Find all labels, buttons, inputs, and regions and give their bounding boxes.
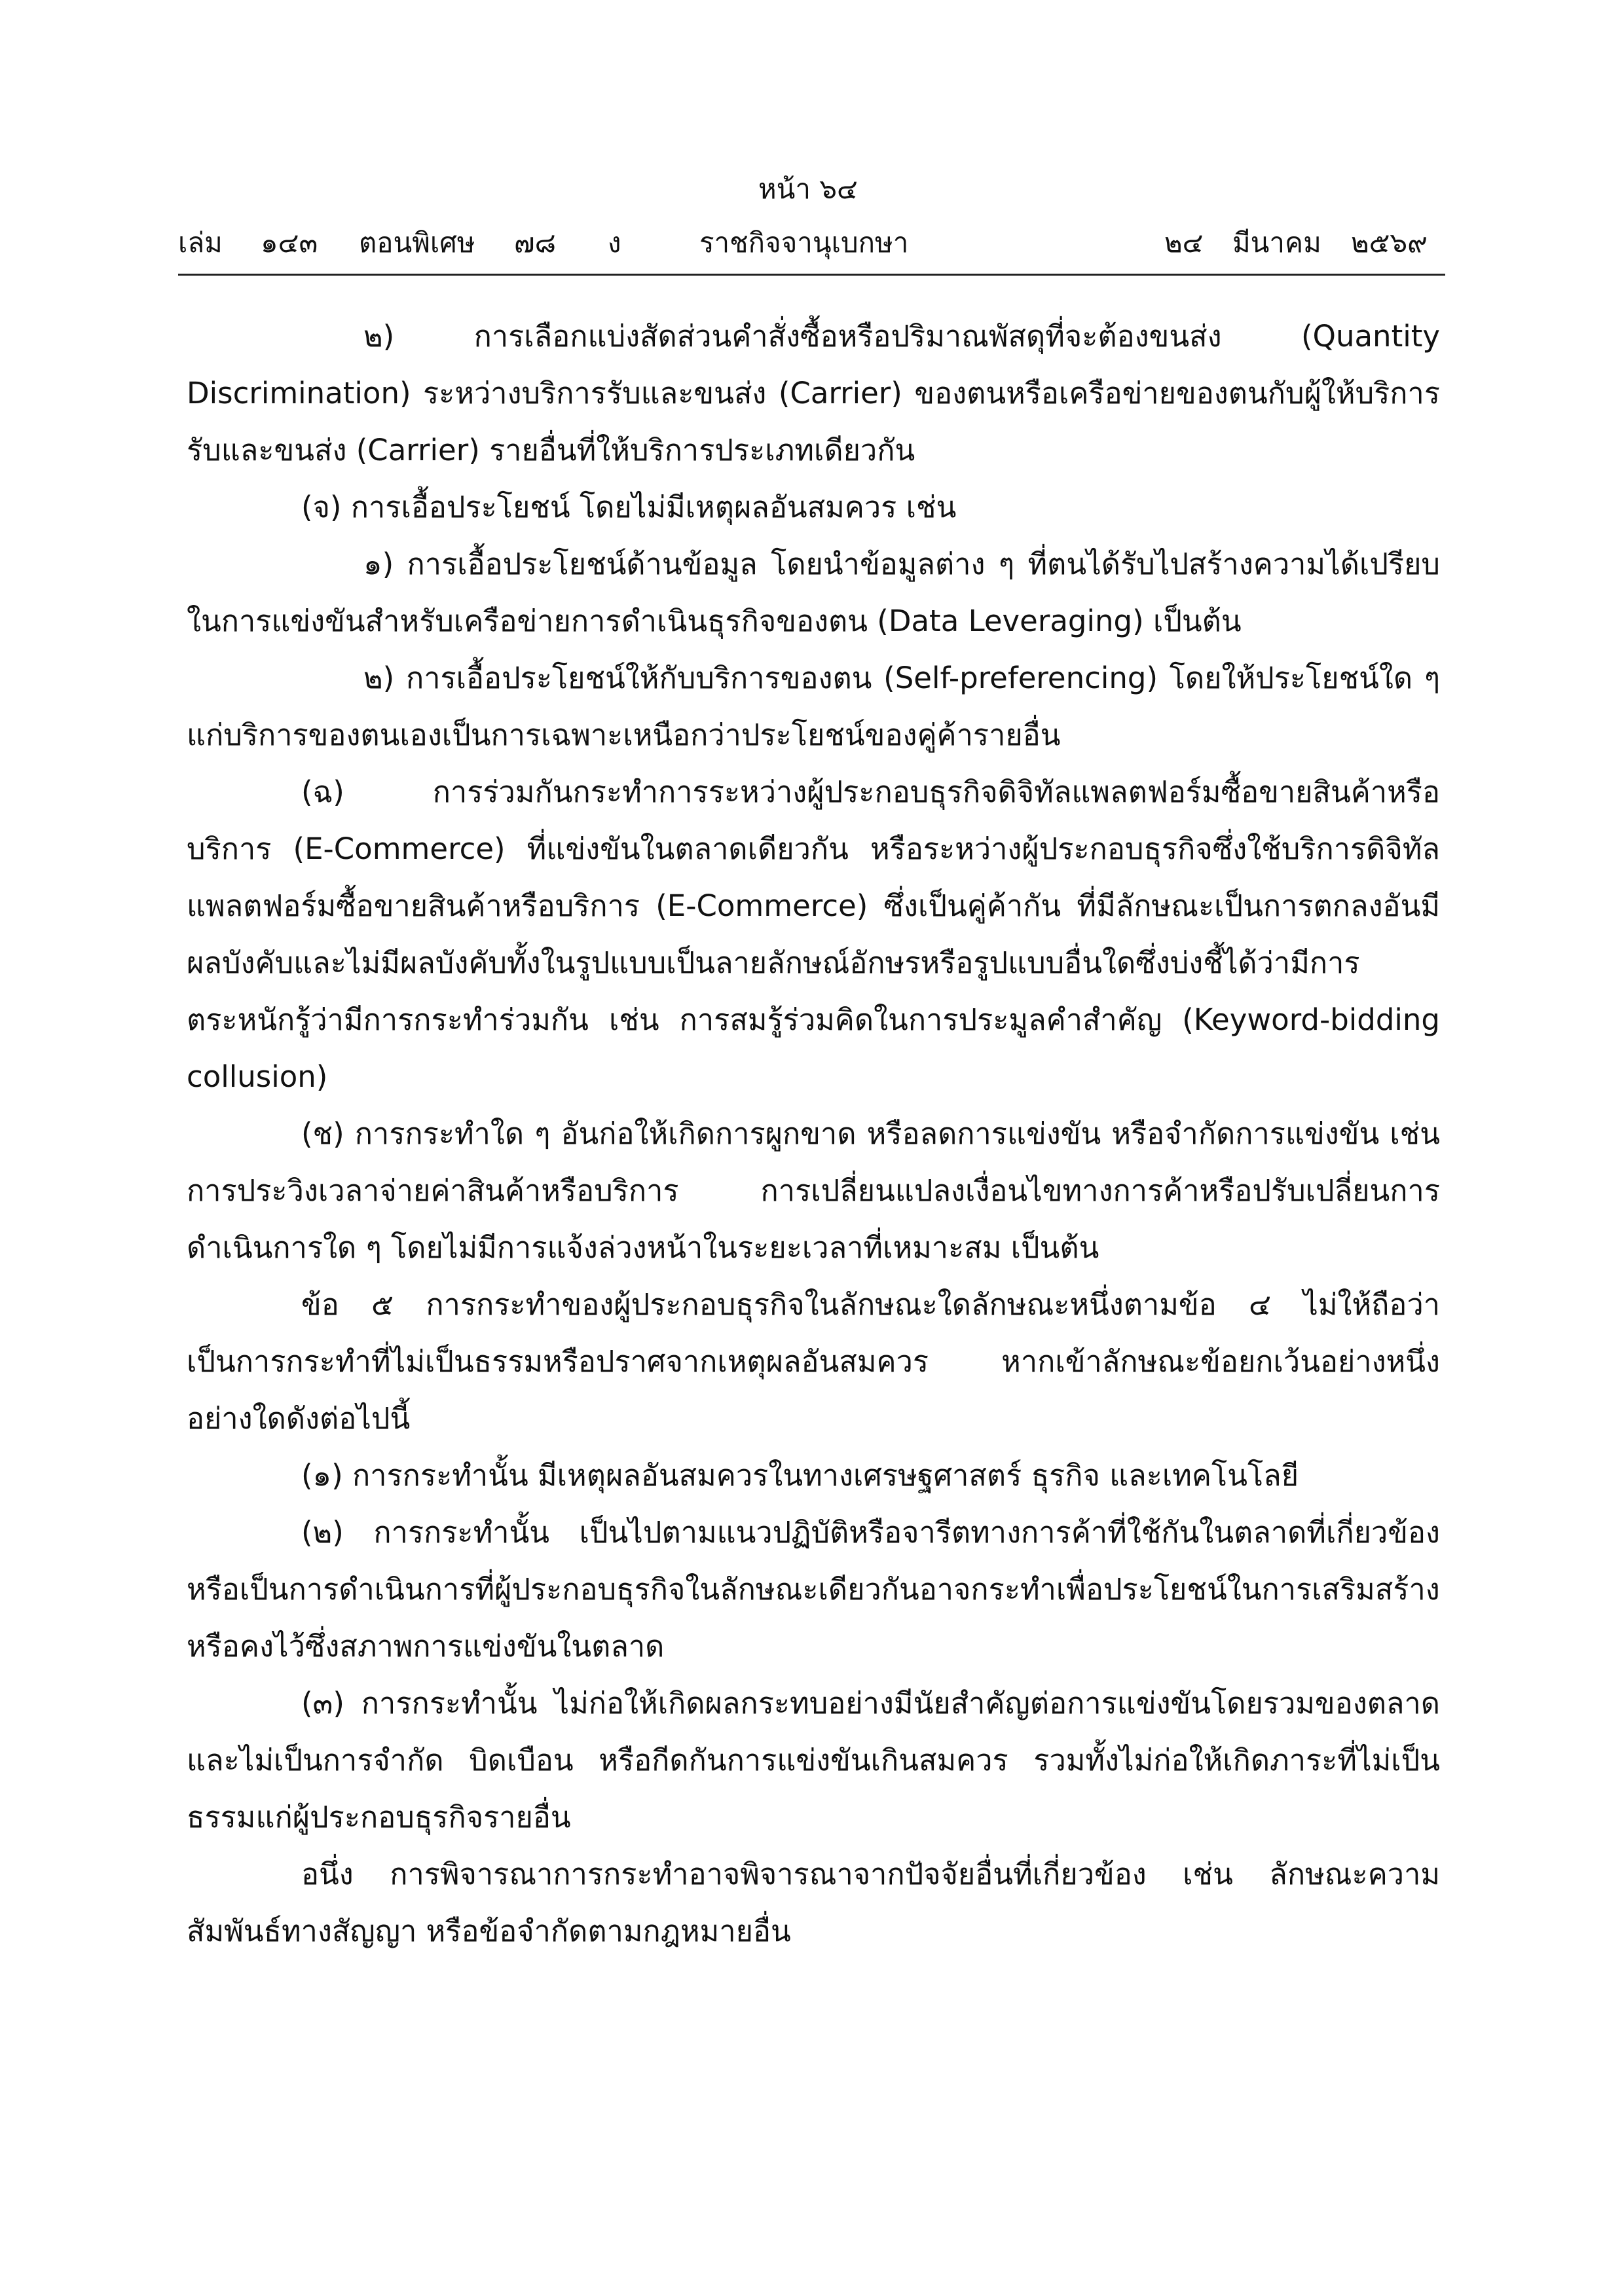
clause-2-quantity-discrimination: ๒) การเลือกแบ่งสัดส่วนคำสั่งซื้อหรือปริมาณพัสดุที่จะต้องขนส่ง (Quantity Discrimination) ระหว่างบริการรับและขนส่ง (Carrier) ของตนหรือเครือข่ายของตนกับผู้ให้บริการรับและขนส่ง (Carrier) รายอื่นที่ให้บริการประเภทเดียวกัน bbox=[187, 319, 1440, 467]
page-number: หน้า ๖๔ bbox=[758, 173, 858, 205]
section-letter: ง bbox=[608, 227, 621, 259]
date-year: ๒๕๖๙ bbox=[1351, 227, 1428, 259]
volume-label: เล่ม bbox=[178, 227, 223, 259]
clause-f-collusion: (ฉ) การร่วมกันกระทำการระหว่างผู้ประกอบธุรกิจดิจิทัลแพลตฟอร์มซื้อขายสินค้าหรือบริการ (E-Commerce) ที่แข่งขันในตลาดเดียวกัน หรือระหว่างผู้ประกอบธุรกิจซึ่งใช้บริการดิจิทัลแพลตฟอร์มซื้อขายสินค้าหรือบริการ (E-Commerce) ซึ่งเป็นคู่ค้ากัน ที่มีลักษณะเป็นการตกลงอันมีผลบังคับและไม่มีผลบังคับทั้งในรูปแบบเป็นลายลักษณ์อักษรหรือรูปแบบอื่นใดซึ่งบ่งชี้ได้ว่ามีการตระหนักรู้ว่ามีการกระทำร่วมกัน เช่น การสมรู้ร่วมคิดในการประมูลคำสำคัญ (Keyword-bidding collusion) bbox=[187, 774, 1440, 1094]
clause-g-monopoly: (ช) การกระทำใด ๆ อันก่อให้เกิดการผูกขาด หรือลดการแข่งขัน หรือจำกัดการแข่งขัน เช่น การประวิงเวลาจ่ายค่าสินค้าหรือบริการ การเปลี่ยนแปลงเงื่อนไขทางการค้าหรือปรับเปลี่ยนการดำเนินการใด ๆ โดยไม่มีการแจ้งล่วงหน้าในระยะเวลาที่เหมาะสม เป็นต้น bbox=[187, 1116, 1440, 1265]
header-rule bbox=[178, 274, 1445, 276]
article-5: ข้อ ๕ การกระทำของผู้ประกอบธุรกิจในลักษณะใดลักษณะหนึ่งตามข้อ ๔ ไม่ให้ถือว่าเป็นการกระทำที่ไม่เป็นธรรมหรือปราศจากเหตุผลอันสมควร หากเข้าลักษณะข้อยกเว้นอย่างหนึ่งอย่างใดดังต่อไปนี้ bbox=[187, 1287, 1440, 1436]
exception-1: (๑) การกระทำนั้น มีเหตุผลอันสมควรในทางเศรษฐศาสตร์ ธุรกิจ และเทคโนโลยี bbox=[301, 1458, 1299, 1493]
publication-name: ราชกิจจานุเบกษา bbox=[699, 227, 909, 259]
document-body bbox=[187, 308, 1440, 1959]
exception-3: (๓) การกระทำนั้น ไม่ก่อให้เกิดผลกระทบอย่างมีนัยสำคัญต่อการแข่งขันโดยรวมของตลาดและไม่เป็นการจำกัด บิดเบือน หรือกีดกันการแข่งขันเกินสมควร รวมทั้งไม่ก่อให้เกิดภาระที่ไม่เป็นธรรมแก่ผู้ประกอบธุรกิจรายอื่น bbox=[187, 1686, 1440, 1834]
section-number: ๗๘ bbox=[514, 227, 556, 259]
date-month: มีนาคม bbox=[1232, 227, 1321, 259]
clause-1-data-leveraging: ๑) การเอื้อประโยชน์ด้านข้อมูล โดยนำข้อมูลต่าง ๆ ที่ตนได้รับไปสร้างความได้เปรียบในการแข่งขันสำหรับเครือข่ายการดำเนินธุรกิจของตน (Data Leveraging) เป็นต้น bbox=[187, 547, 1440, 638]
section-label: ตอนพิเศษ bbox=[359, 227, 475, 259]
clause-e-heading: (จ) การเอื้อประโยชน์ โดยไม่มีเหตุผลอันสมควร เช่น bbox=[301, 490, 957, 524]
volume-number: ๑๔๓ bbox=[261, 227, 318, 259]
exception-2: (๒) การกระทำนั้น เป็นไปตามแนวปฏิบัติหรือจารีตทางการค้าที่ใช้กันในตลาดที่เกี่ยวข้องหรือเป็นการดำเนินการที่ผู้ประกอบธุรกิจในลักษณะเดียวกันอาจกระทำเพื่อประโยชน์ในการเสริมสร้างหรือคงไว้ซึ่งสภาพการแข่งขันในตลาด bbox=[187, 1515, 1440, 1664]
date-day: ๒๔ bbox=[1164, 227, 1204, 259]
closing-note: อนึ่ง การพิจารณาการกระทำอาจพิจารณาจากปัจจัยอื่นที่เกี่ยวข้อง เช่น ลักษณะความสัมพันธ์ทางสัญญา หรือข้อจำกัดตามกฎหมายอื่น bbox=[187, 1857, 1440, 1948]
clause-2-self-preferencing: ๒) การเอื้อประโยชน์ให้กับบริการของตน (Self-preferencing) โดยให้ประโยชน์ใด ๆ แก่บริการของตนเองเป็นการเฉพาะเหนือกว่าประโยชน์ของคู่ค้ารายอื่น bbox=[187, 661, 1440, 752]
